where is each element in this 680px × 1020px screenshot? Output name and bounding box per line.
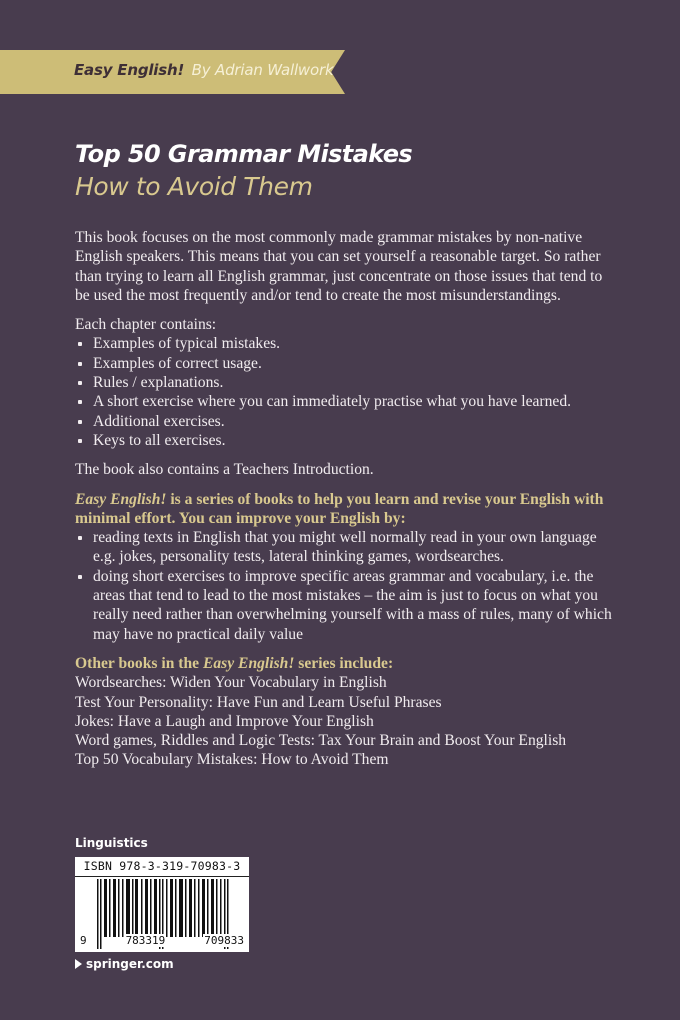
list-item: Additional exercises. bbox=[75, 412, 620, 431]
book-title-item: Test Your Personality: Have Fun and Learn Useful Phrases bbox=[75, 693, 442, 711]
intro-paragraph: This book focuses on the most commonly made grammar mistakes by non-native English speakers. This means that you can set yourself a reasonable target. So rather than trying to learn all English grammar, just concentrate on those issues that tend to be used the most frequently and/or tend to create the most misunderstandings. bbox=[75, 229, 603, 304]
play-arrow-icon bbox=[75, 959, 82, 969]
barcode-digits: 9 783319 709833 bbox=[80, 934, 244, 947]
chapter-contents-list bbox=[75, 334, 620, 450]
list-item: Examples of correct usage. bbox=[75, 354, 620, 373]
publisher-url[interactable]: springer.com bbox=[86, 957, 174, 971]
list-item: Keys to all exercises. bbox=[75, 431, 620, 450]
series-name: Easy English! bbox=[74, 61, 185, 79]
publisher-link[interactable] bbox=[75, 957, 174, 971]
isbn-divider bbox=[75, 876, 249, 877]
list-item: Examples of typical mistakes. bbox=[75, 334, 620, 353]
list-item: Rules / explanations. bbox=[75, 373, 620, 392]
list-item: reading texts in English that you might well normally read in your own language e.g. jokes, personality tests, lateral thinking games, wordsearches. bbox=[75, 528, 620, 567]
back-cover-text bbox=[75, 228, 620, 770]
series-description bbox=[75, 490, 620, 529]
series-name-inline: Easy English! bbox=[75, 490, 167, 508]
category-label: Linguistics bbox=[75, 836, 148, 850]
list-item: A short exercise where you can immediately practise what you have learned. bbox=[75, 392, 620, 411]
teachers-note: The book also contains a Teachers Introduction. bbox=[75, 461, 374, 479]
book-title-item: Word games, Riddles and Logic Tests: Tax Your Brain and Boost Your English bbox=[75, 732, 567, 750]
book-title-item: Jokes: Have a Laugh and Improve Your English bbox=[75, 712, 374, 730]
isbn-barcode-box bbox=[75, 857, 249, 952]
author-name: By Adrian Wallwork bbox=[191, 61, 334, 79]
book-subtitle: How to Avoid Them bbox=[75, 172, 313, 201]
book-title-item: Top 50 Vocabulary Mistakes: How to Avoid Them bbox=[75, 751, 389, 769]
other-books-heading: Other books in the Easy English! series include: bbox=[75, 654, 394, 672]
list-item: doing short exercises to improve specific areas grammar and vocabulary, i.e. the areas that tend to lead to the most mistakes – the aim is just to focus on what you really need rather than overwhelming yourself with a mass of rules, many of which may have no practical daily value bbox=[75, 567, 620, 644]
book-title: Top 50 Grammar Mistakes bbox=[75, 140, 413, 168]
isbn-number: ISBN 978-3-319-70983-3 bbox=[83, 859, 241, 873]
series-description-text: is a series of books to help you learn and revise your English with minimal effort. You can improve your English by: bbox=[75, 490, 604, 527]
banner-text bbox=[74, 61, 333, 79]
chapter-heading: Each chapter contains: bbox=[75, 316, 217, 334]
series-benefits-list bbox=[75, 528, 620, 644]
other-books-list bbox=[75, 673, 620, 769]
book-title-item: Wordsearches: Widen Your Vocabulary in English bbox=[75, 674, 387, 692]
